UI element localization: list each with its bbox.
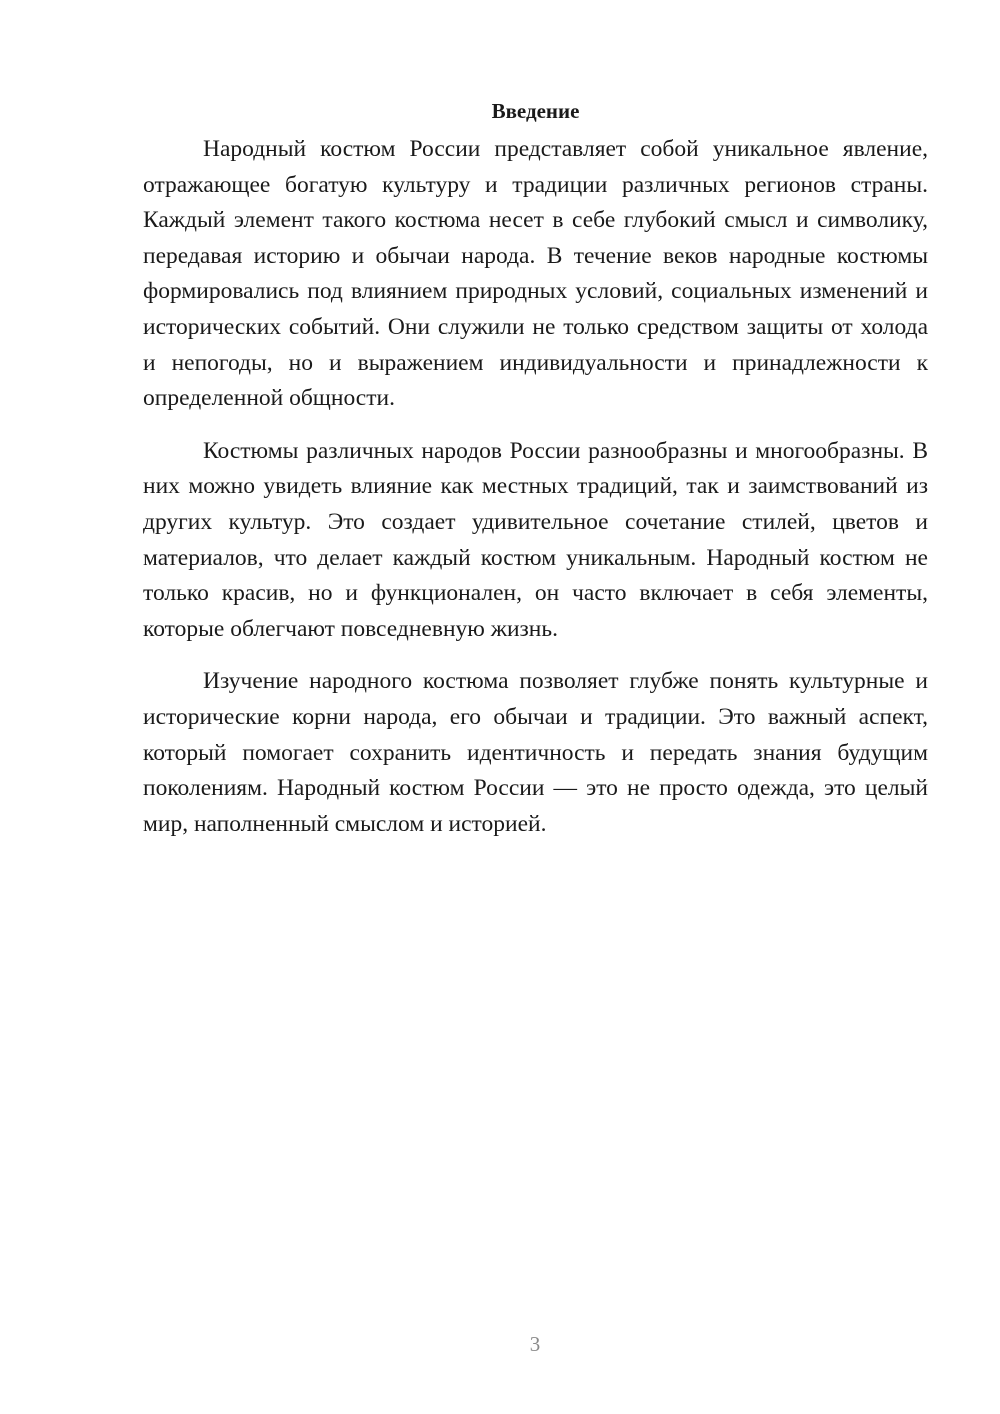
page-content <box>143 96 928 859</box>
paragraph-2: Костюмы различных народов России разнообразны и многообразны. В них можно увидеть влияние как местных традиций, так и заимствований из других культур. Это создает удивительное сочетание стилей, цветов и материалов, что делает каждый костюм уникальным. Народный костюм не только красив, но и функционален, он часто включает в себя элементы, которые облегчают повседневную жизнь. <box>143 437 928 642</box>
paragraph-1: Народный костюм России представляет собой уникальное явление, отражающее богатую культуру и традиции различных регионов страны. Каждый элемент такого костюма несет в себе глубокий смысл и символику, передавая историю и обычаи народа. В течение веков народные костюмы формировались под влиянием природных условий, социальных изменений и исторических событий. Они служили не только средством защиты от холода и непогоды, но и выражением индивидуальности и принадлежности к определенной общности. <box>143 136 928 412</box>
section-heading: Введение <box>491 99 580 123</box>
paragraph-3: Изучение народного костюма позволяет глубже понять культурные и исторические корни народа, его обычаи и традиции. Это важный аспект, который помогает сохранить идентичность и передать знания будущим поколениям. Народный костюм России — это не просто одежда, это целый мир, наполненный смыслом и историей. <box>143 668 928 837</box>
page-number: 3 <box>529 1332 541 1356</box>
